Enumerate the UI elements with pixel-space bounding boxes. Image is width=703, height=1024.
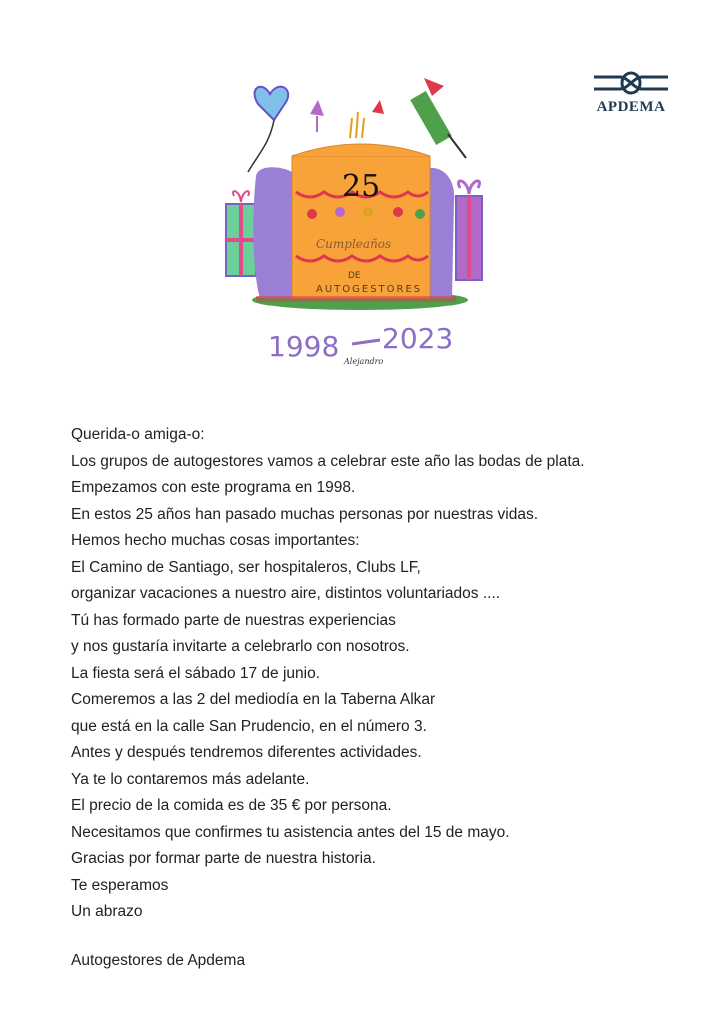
apdema-logo [586,70,676,118]
right-gift-icon [456,181,482,280]
letter-signature: Autogestores de Apdema [71,952,246,969]
letter-line: Te esperamos [71,876,169,894]
left-gift-icon [226,191,256,276]
party-hats-icon [310,100,384,138]
heart-balloon-icon [248,87,288,172]
cake-number: 25 [342,169,381,204]
letter-line: Hemos hecho muchas cosas importantes: [71,532,360,549]
letter-line: y nos gustaría invitarte a celebrarlo con nosotros. [71,638,410,655]
year-end: 2023 [382,322,454,355]
letter-line: Ya te lo contaremos más adelante. [71,770,310,788]
logo-text: APDEMA [596,99,666,115]
letter-line: que está en la calle San Prudencio, en el número 3. [71,717,427,735]
year-start: 1998 [268,330,340,363]
letter-line: La fiesta será el sábado 17 de junio. [71,664,321,682]
letter-line: Antes y después tendremos diferentes actividades. [71,744,422,761]
cake-caption-1: Cumpleaños [316,237,392,251]
letter-line: Empezamos con este programa en 1998. [71,479,356,496]
letter-body [71,422,691,926]
knot-icon [592,70,670,96]
artist-signature: Alejandro [344,357,384,366]
letter-line: Gracias por formar parte de nuestra historia. [71,850,376,867]
letter-line: organizar vacaciones a nuestro aire, distintos voluntariados .... [71,585,501,602]
letter-line: El Camino de Santiago, ser hospitaleros, Clubs LF, [71,558,421,576]
letter-line: En estos 25 años han pasado muchas personas por nuestras vidas. [71,505,539,523]
letter-line: Comeremos a las 2 del mediodía en la Taberna Alkar [71,691,436,708]
letter-line: El precio de la comida es de 35 € por persona. [71,797,392,814]
rocket-icon [410,78,466,158]
letter-line: Un abrazo [71,903,143,920]
anniversary-drawing [212,72,492,372]
letter-line: Tú has formado parte de nuestras experiencias [71,611,396,629]
letter-line: Los grupos de autogestores vamos a celebrar este año las bodas de plata. [71,452,585,470]
letter-line: Necesitamos que confirmes tu asistencia antes del 15 de mayo. [71,823,510,841]
letter-line: Querida-o amiga-o: [71,426,205,443]
cake-caption-3: AUTOGESTORES [316,284,423,295]
cake-caption-2: DE [348,271,361,281]
